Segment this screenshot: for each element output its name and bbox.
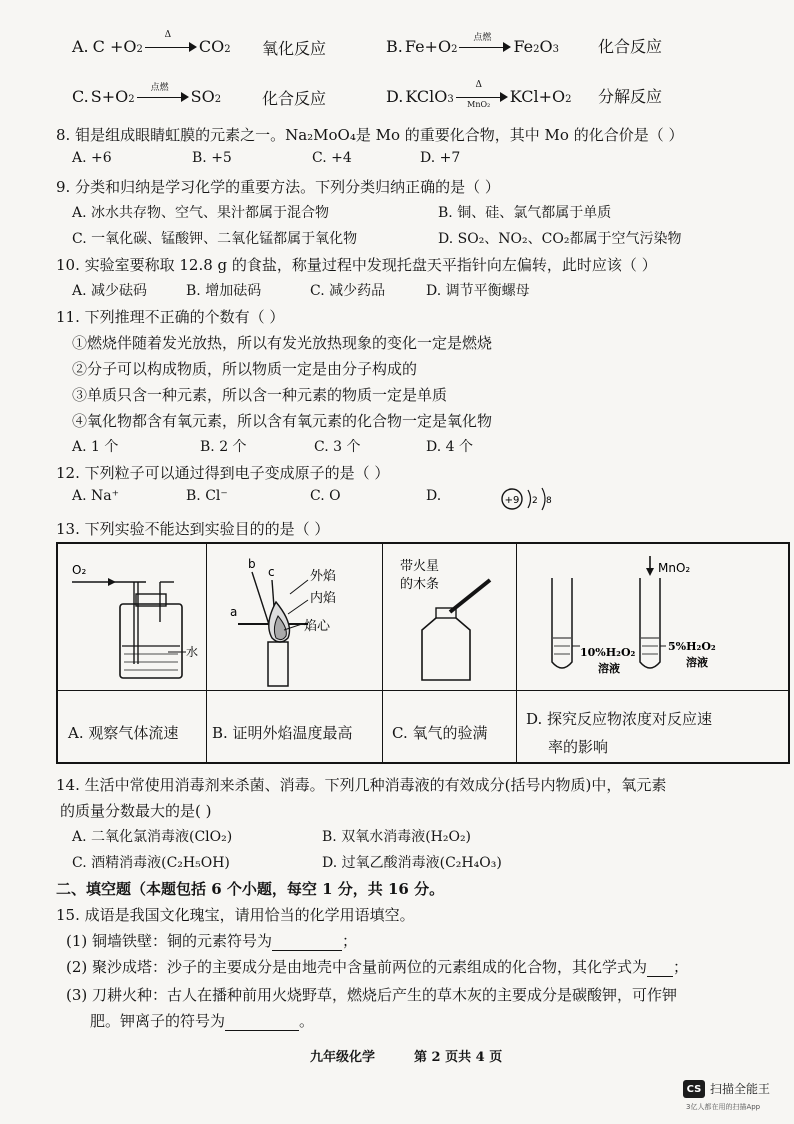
q15-part2	[66, 956, 688, 977]
q10-option-c: C. 减少药品	[310, 283, 386, 299]
q11-option-b: B. 2 个	[200, 439, 247, 455]
subscript: 2	[565, 94, 572, 105]
option-label: C.	[72, 87, 89, 106]
q9-stem: 9. 分类和归纳是学习化学的重要方法。下列分类归纳正确的是（ ）	[56, 178, 500, 196]
option-label: B.	[386, 37, 403, 56]
reactant: S+O	[90, 87, 129, 106]
left-solution-label: 10%H₂O₂	[580, 646, 636, 659]
q11-option-d: D. 4 个	[426, 439, 473, 455]
answer-blank-2[interactable]	[647, 958, 673, 977]
glowing-splint-label-1: 带火星	[400, 559, 440, 574]
subscript: 2	[533, 44, 540, 55]
option-label: A.	[72, 37, 89, 56]
atom-structure-diagram	[450, 480, 560, 518]
table-divider	[58, 690, 788, 691]
footer-page-number: 第 2 页共 4 页	[414, 1050, 503, 1065]
scanner-tagline: 3亿人都在用的扫描App	[686, 1103, 761, 1111]
product: KCl+O	[509, 87, 566, 106]
q11-item-4: ④氧化物都含有氧元素，所以含有氧元素的化合物一定是氧化物	[72, 412, 493, 430]
q13-stem: 13. 下列实验不能达到实验目的的是（ ）	[56, 520, 330, 538]
q11-option-c: C. 3 个	[314, 439, 361, 455]
water-label: 水	[186, 645, 199, 659]
q8-option-a: A. +6	[72, 150, 112, 166]
outer-flame-label: 外焰	[310, 569, 337, 584]
q11-item-2: ②分子可以构成物质，所以物质一定是由分子构成的	[72, 360, 418, 378]
q15-part2-text: (2) 聚沙成塔：沙子的主要成分是由地壳中含量前两位的元素组成的化合物，其化学式为	[66, 958, 648, 976]
q9-option-d: D. SO₂、NO₂、CO₂都属于空气污染物	[438, 231, 682, 247]
q8-option-c: C. +4	[312, 150, 352, 166]
option-label: D.	[386, 87, 404, 106]
reactant: C +O	[92, 37, 137, 56]
catalyst: MnO₂	[467, 100, 491, 109]
condition: 点燃	[150, 83, 169, 93]
q11-item-3: ③单质只含一种元素，所以含一种元素的物质一定是单质	[72, 386, 448, 404]
reactant: KClO	[405, 87, 448, 106]
reactant: Fe+O	[404, 37, 452, 56]
punctuation: 。	[299, 1012, 315, 1030]
product: SO	[190, 87, 215, 106]
shell-1-electrons: 2	[532, 496, 538, 506]
q14-stem-line1: 14. 生活中常使用消毒剂来杀菌、消毒。下列几种消毒液的有效成分(括号内物质)中，氧元素	[56, 776, 667, 794]
gas-washing-bottle-diagram	[64, 552, 200, 688]
q10-option-a: A. 减少砝码	[72, 283, 148, 299]
q14-option-a: A. 二氧化氯消毒液(ClO₂)	[72, 829, 233, 845]
scanner-app-name: 扫描全能王	[710, 1082, 771, 1096]
option-d-equation	[386, 80, 572, 109]
punctuation: ；	[673, 958, 689, 976]
q15-part3-line2	[90, 1010, 314, 1031]
condition: Δ	[164, 30, 172, 40]
condition: Δ	[475, 80, 482, 90]
nucleus-charge: +9	[504, 495, 520, 506]
caption-d-line2: 率的影响	[548, 738, 609, 756]
q15-part3-text: 肥。钾离子的符号为	[90, 1012, 226, 1030]
q11-option-a: A. 1 个	[72, 439, 119, 455]
q12-stem: 12. 下列粒子可以通过得到电子变成原子的是（ ）	[56, 464, 390, 482]
q8-option-b: B. +5	[192, 150, 232, 166]
q12-option-c: C. O	[310, 488, 341, 504]
subscript: 3	[447, 94, 454, 105]
label-b: b	[248, 557, 256, 571]
label-c: c	[268, 565, 275, 579]
q10-option-b: B. 增加砝码	[186, 283, 262, 299]
option-c-equation	[72, 83, 222, 106]
q15-part1-text: (1) 铜墙铁壁：铜的元素符号为	[66, 932, 273, 950]
option-c-type: 化合反应	[262, 89, 327, 108]
q9-option-c: C. 一氧化碳、锰酸钾、二氧化锰都属于氧化物	[72, 231, 358, 247]
q14-option-d: D. 过氧乙酸消毒液(C₂H₄O₃)	[322, 855, 502, 871]
option-b-equation	[386, 33, 560, 56]
reaction-arrow	[137, 83, 189, 102]
reaction-arrow	[456, 80, 508, 109]
caption-a: A. 观察气体流速	[68, 724, 179, 742]
product: CO	[198, 37, 225, 56]
right-solution-label: 5%H₂O₂	[668, 640, 716, 653]
shell-2-electrons: 8	[546, 496, 552, 506]
concentration-test-diagram	[520, 550, 788, 688]
q12-option-a: A. Na⁺	[72, 488, 119, 504]
option-d-type: 分解反应	[598, 87, 663, 106]
subscript: 2	[224, 44, 231, 55]
inner-flame-label: 内焰	[310, 591, 337, 606]
subscript: 2	[451, 44, 458, 55]
subscript: 2	[136, 44, 143, 55]
caption-b: B. 证明外焰温度最高	[212, 724, 353, 742]
caption-c: C. 氧气的验满	[392, 724, 488, 742]
footer-subject: 九年级化学	[310, 1050, 376, 1065]
q11-item-1: ①燃烧伴随着发光放热，所以有发光放热现象的变化一定是燃烧	[72, 334, 493, 352]
q14-option-b: B. 双氧水消毒液(H₂O₂)	[322, 829, 472, 845]
reaction-arrow	[145, 30, 197, 52]
q12-option-b: B. Cl⁻	[186, 488, 228, 504]
option-a-equation	[72, 30, 231, 56]
scanner-logo-icon: CS	[683, 1080, 705, 1098]
left-solution-word: 溶液	[598, 662, 620, 675]
q10-stem: 10. 实验室要称取 12.8 g 的食盐，称量过程中发现托盘天平指针向左偏转，此时应该（ ）	[56, 256, 657, 274]
q10-option-d: D. 调节平衡螺母	[426, 283, 530, 299]
option-b-type: 化合反应	[598, 37, 663, 56]
q8-option-d: D. +7	[420, 150, 461, 166]
subscript: 2	[214, 94, 222, 105]
gas-label: O₂	[72, 563, 87, 577]
candle-flame-diagram	[210, 550, 380, 688]
mno2-label: MnO₂	[658, 561, 691, 575]
oxygen-test-diagram	[386, 550, 514, 688]
q15-stem: 15. 成语是我国文化瑰宝，请用恰当的化学用语填空。	[56, 906, 415, 924]
label-a: a	[230, 605, 238, 619]
reaction-arrow	[459, 33, 511, 52]
experiment-table	[56, 542, 790, 764]
condition: 点燃	[473, 33, 492, 43]
q14-option-c: C. 酒精消毒液(C₂H₅OH)	[72, 855, 230, 871]
glowing-splint-label-2: 的木条	[400, 577, 440, 592]
subscript: 3	[552, 44, 560, 55]
q9-option-a: A. 冰水共存物、空气、果汁都属于混合物	[72, 205, 330, 221]
section-2-title: 二、填空题（本题包括 6 个小题，每空 1 分，共 16 分。	[56, 880, 445, 898]
q9-option-b: B. 铜、硅、氯气都属于单质	[438, 205, 612, 221]
right-solution-word: 溶液	[686, 656, 708, 669]
q11-stem: 11. 下列推理不正确的个数有（ ）	[56, 308, 285, 326]
subscript: 2	[128, 94, 135, 105]
q14-stem-line2: 的质量分数最大的是( )	[60, 802, 212, 820]
product: O	[539, 37, 553, 56]
caption-d-line1: D. 探究反应物浓度对反应速	[526, 710, 713, 728]
q15-part3-line1: (3) 刀耕火种：古人在播种前用火烧野草，燃烧后产生的草木灰的主要成分是碳酸钾，可作钾	[66, 986, 678, 1004]
q8-stem: 8. 钼是组成眼睛虹膜的元素之一。Na₂MoO₄是 Mo 的重要化合物，其中 Mo 的化合价是（ ）	[56, 126, 684, 144]
answer-blank-3[interactable]	[225, 1012, 299, 1031]
answer-blank-1[interactable]	[272, 932, 342, 951]
option-a-type: 氧化反应	[262, 39, 327, 58]
q15-part1	[66, 930, 357, 951]
punctuation: ；	[342, 932, 358, 950]
flame-core-label: 焰心	[304, 619, 331, 634]
q12-option-d: D.	[426, 488, 442, 504]
product: Fe	[513, 37, 534, 56]
